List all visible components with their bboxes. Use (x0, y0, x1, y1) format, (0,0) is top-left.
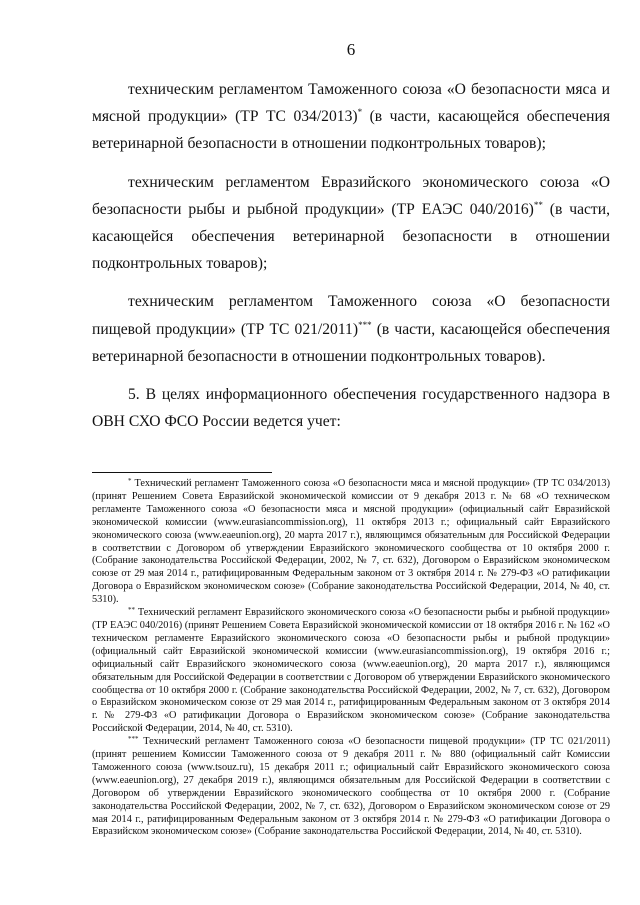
footnote-1 (92, 478, 610, 607)
paragraph-tr-eaes-040 (92, 169, 610, 278)
paragraph-text: техническим регламентом Таможенного союза «О безопасности мяса и мясной продукции» (ТР ТС 034/2013) (92, 81, 610, 126)
paragraph-tr-ts-021 (92, 288, 610, 370)
footnote-text: Технический регламент Евразийского экономического союза «О безопасности рыбы и рыбной продукции» (ТР ЕАЭС 040/2016) (принят Решением Совета Евразийской экономической комиссии от 18 октября 2016 г. № 162 «О техническом регламенте Евразийского экономического союза «О безопасности рыбы и рыбной продукции» (официальный сайт Евразийской экономической комиссии (www.eurasiancommission.org), 19 октября 2016 г.; официальный сайт Евразийского экономического союза (www.eaeunion.org), 20 марта 2017 г.), являющимся обязательным для Российской Федерации в соответствии с Договором об утверждении Евразийского экономического сообщества от 10 октября 2000 г. (Собрание законодательства Российской Федерации, 2002, № 7, ст. 632), Договором о Евразийском экономическом союзе от 29 мая 2014 г., ратифицированным Федеральным законом от 3 октября 2014 г. № 279-ФЗ «О ратификации Договора о Евразийском экономическом союзе» (Собрание законодательства Российской Федерации, 2014, № 40, ст. 5310). (92, 607, 610, 735)
paragraph-item-5 (92, 381, 610, 435)
footnote-2 (92, 607, 610, 736)
footnote-mark: ** (128, 606, 135, 615)
paragraph-tr-ts-034 (92, 76, 610, 158)
page-number: 6 (346, 40, 356, 59)
footnote-mark: * (128, 477, 132, 485)
footnotes (92, 478, 610, 839)
footnote-ref: *** (358, 319, 372, 330)
paragraph-tail: (в части, касающейся обеспечения ветеринарной безопасности в отношении подконтрольных товаров); (92, 108, 610, 153)
paragraph-text: техническим регламентом Евразийского экономического союза «О безопасности рыбы и рыбной продукции» (ТР ЕАЭС 040/2016) (92, 173, 610, 218)
paragraph-tail: (в части, касающейся обеспечения ветеринарной безопасности в отношении подконтрольных товаров); (92, 200, 610, 273)
paragraph-text: 5. В целях информационного обеспечения государственного надзора в ОВН СХО ФСО России ведется учет: (92, 386, 610, 431)
paragraph-tail: (в части, касающейся обеспечения ветеринарной безопасности в отношении подконтрольных товаров). (92, 320, 610, 365)
footnote-ref: ** (533, 199, 543, 210)
footnote-text: Технический регламент Таможенного союза «О безопасности пищевой продукции» (ТР ТС 021/2011) (принят решением Комиссии Таможенного союза от 9 декабря 2011 г. № 880 (официальный сайт Комиссии Таможенного союза (www.tsouz.ru), 15 декабря 2011 г.; официальный сайт Евразийского экономического союза (www.eaeunion.org), 27 декабря 2019 г.), являющимся обязательным для Российской Федерации в соответствии с Договором об утверждении Евразийского экономического сообщества от 10 октября 2000 г. (Собрание законодательства Российской Федерации, 2002, № 7, ст. 632), Договором о Евразийском экономическом союзе от 29 мая 2014 г., ратифицированным Федеральным законом от 3 октября 2014 г. № 279-ФЗ «О ратификации Договора о Евразийском экономическом союзе» (Собрание законодательства Российской Федерации, 2014, № 40, ст. 5310). (92, 736, 610, 838)
footnote-text: Технический регламент Таможенного союза «О безопасности мяса и мясной продукции» (ТР ТС 034/2013) (принят Решением Совета Евразийской экономической комиссии от 9 декабря 2013 г. № 68 «О техническом регламенте Таможенного союза «О безопасности мяса и мясной продукции» (официальный сайт Евразийской экономической комиссии (www.eurasiancommission.org), 11 октября 2013 г.; официальный сайт Евразийского экономического союза (www.eaeunion.org), 20 марта 2017 г.), являющимся обязательным для Российской Федерации в соответствии с Договором об утверждении Евразийского экономического сообщества от 10 октября 2000 г. (Собрание законодательства Российской Федерации, 2002, № 7, ст. 632), Договором о Евразийском экономическом союзе от 29 мая 2014 г., ратифицированным Федеральным законом от 3 октября 2014 г. № 279-ФЗ «О ратификации Договора о Евразийском экономическом союзе» (Собрание законодательства Российской Федерации, 2014, № 40, ст. 5310). (92, 478, 611, 606)
body-text (92, 76, 610, 446)
paragraph-text: техническим регламентом Таможенного союза «О безопасности пищевой продукции» (ТР ТС 021/2011) (92, 293, 610, 338)
footnote-3 (92, 736, 610, 839)
footnote-ref: * (357, 107, 363, 118)
footnote-separator (92, 472, 272, 473)
footnote-mark: *** (128, 735, 139, 744)
